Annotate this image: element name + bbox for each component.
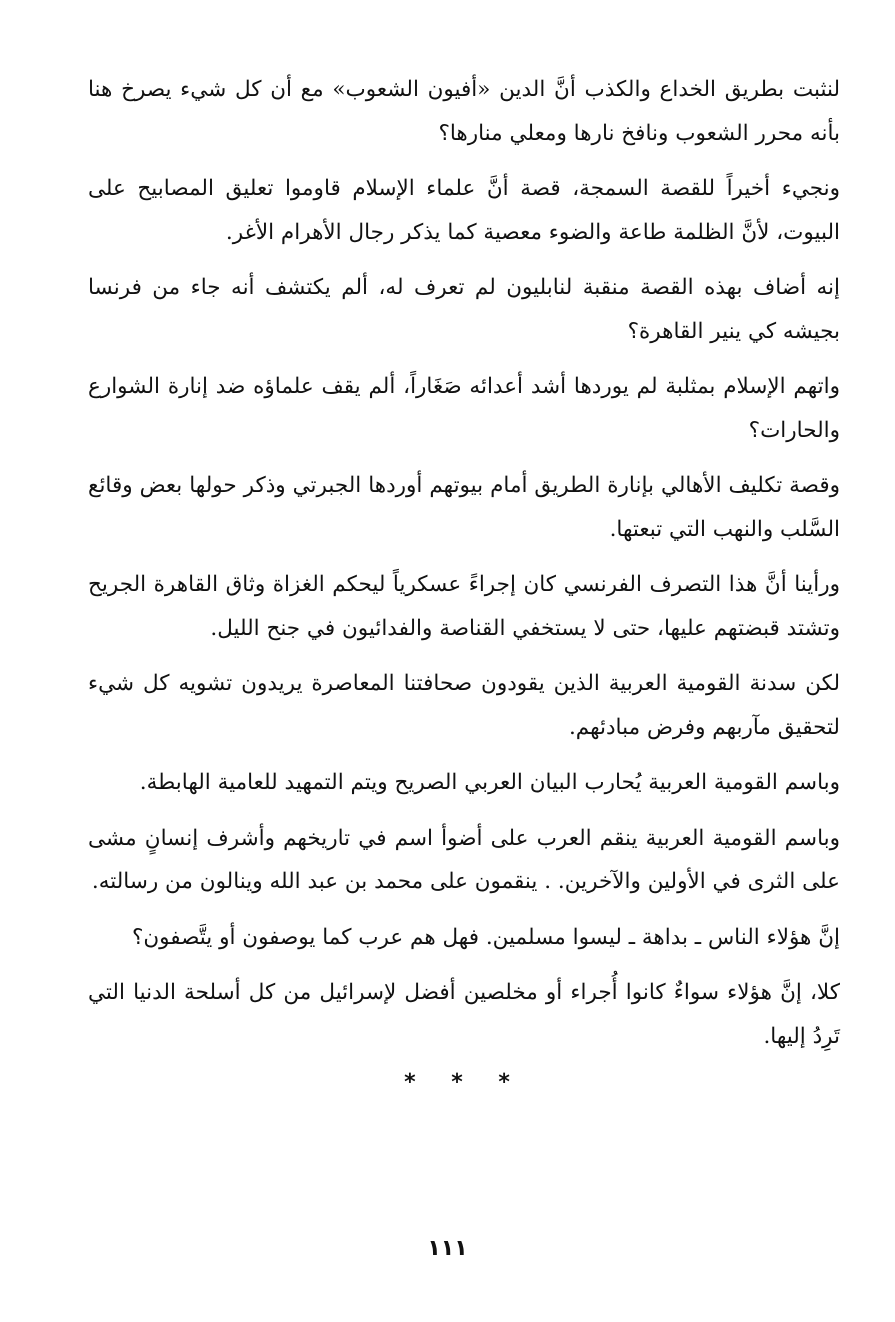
paragraph-10: إنَّ هؤلاء الناس ـ بداهة ـ ليسوا مسلمين. فهل هم عرب كما يوصفون أو يتَّصفون؟ (131, 924, 840, 950)
paragraph-11: كلا، إنَّ هؤلاء سواءٌ كانوا أُجراء أو مخلصين أفضل لإسرائيل من كل أسلحة الدنيا التي تَرِدُ إليها. (88, 980, 840, 1049)
paragraph-7: لكن سدنة القومية العربية الذين يقودون صحافتنا المعاصرة يريدون تشويه كل شيء لتحقيق مآربهم وفرض مبادئهم. (88, 671, 840, 740)
page-number: ١١١ (427, 1236, 468, 1261)
section-separator: * * * (404, 1070, 524, 1095)
paragraph-2: ونجيء أخيراً للقصة السمجة، قصة أنَّ علماء الإسلام قاوموا تعليق المصابيح على البيوت، لأنَّ الظلمة طاعة والضوء معصية كما يذكر رجال الأهرام الأغر. (88, 176, 840, 245)
paragraph-5: وقصة تكليف الأهالي بإنارة الطريق أمام بيوتهم أوردها الجبرتي وذكر حولها بعض وقائع السَّلب والنهب التي تبعتها. (88, 473, 840, 542)
paragraph-6: ورأينا أنَّ هذا التصرف الفرنسي كان إجراءً عسكرياً ليحكم الغزاة وثاق القاهرة الجريح وتشتد قبضتهم عليها، حتى لا يستخفي القناصة والفدائيون في جنح الليل. (88, 572, 840, 641)
paragraph-9: وباسم القومية العربية ينقم العرب على أضوأ اسم في تاريخهم وأشرف إنسانٍ مشى على الثرى في الأولين والآخرين. . ينقمون على محمد بن عبد الله وينالون من رسالته. (88, 825, 840, 894)
paragraph-3: إنه أضاف بهذه القصة منقبة لنابليون لم تعرف له، ألم يكتشف أنه جاء من فرنسا بجيشه كي ينير القاهرة؟ (88, 275, 840, 344)
paragraph-1: لنثبت بطريق الخداع والكذب أنَّ الدين «أفيون الشعوب» مع أن كل شيء يصرخ هنا بأنه محرر الشعوب ونافخ نارها ومعلي منارها؟ (88, 77, 840, 146)
paragraph-4: واتهم الإسلام بمثلبة لم يوردها أشد أعدائه صَغَاراً، ألم يقف علماؤه ضد إنارة الشوارع والحارات؟ (88, 374, 840, 443)
page-body (88, 68, 840, 1095)
paragraph-8: وباسم القومية العربية يُحارب البيان العربي الصريح ويتم التمهيد للعامية الهابطة. (139, 770, 840, 795)
